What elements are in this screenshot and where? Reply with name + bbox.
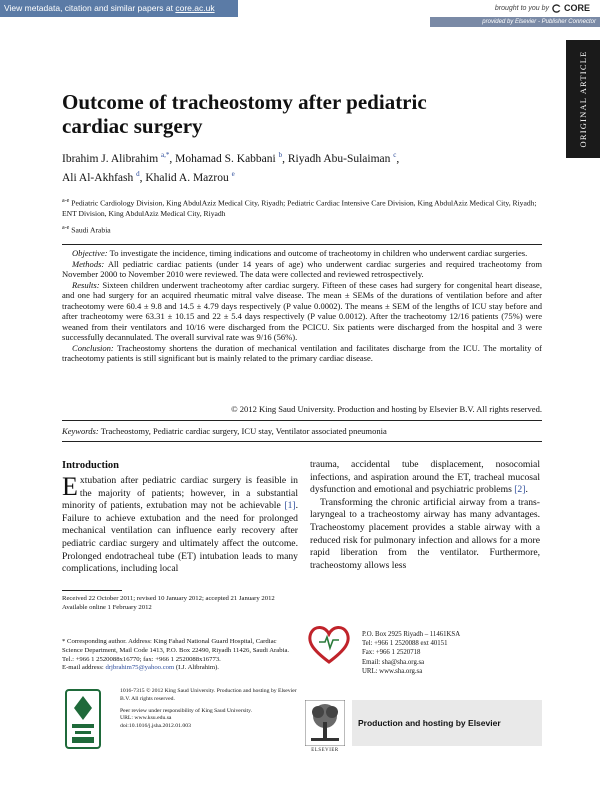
abstract-objective [62,248,542,259]
core-metadata-banner[interactable] [0,0,238,17]
available-online: Available online 1 February 2012 [62,603,152,611]
received-dates: Received 22 October 2011; revised 10 January 2012; accepted 21 January 2012 [62,595,275,602]
elsevier-tree-logo [305,700,345,746]
author-separator: , [139,171,146,184]
drop-cap: E [62,472,78,501]
core-logo-icon [552,4,561,13]
publication-info [120,688,300,731]
footnote-rule [62,590,122,591]
abstract-results [62,280,542,343]
keywords-top-rule [62,420,542,421]
society-contact [362,630,542,676]
affiliation-marker: a-e [62,198,70,204]
keywords-label: Keywords: [62,426,99,436]
ksu-url[interactable]: URL: www.ksu.edu.sa [120,715,172,722]
affiliation-text: Saudi Arabia [71,225,111,235]
abstract-text: Tracheostomy shortens the duration of mechanical ventilation and facilitates discharge from the ICU. The mortality of tracheotomy patients is still significant but is mainly related to the primary cardiac disease. [62,342,542,363]
abstract-top-rule [62,244,542,245]
production-text: Production and hosting by Elsevier [358,718,501,728]
affiliation-text: Pediatric Cardiology Division, King AbdulAziz Medical City, Riyadh; Pediatric Cardiac Intensive Care Division, King AbdulAziz Medical City, Riyadh; ENT Division, King AbdulAziz Medical City, Riyadh [62,198,537,219]
abstract-label: Results: [72,279,100,290]
author-name: Khalid A. Mazrou [145,171,229,184]
abstract-text: All pediatric cardiac patients (under 14 years of age) who underwent cardiac surgeries and required tracheotomy from November 2000 to November 2010 were reviewed. The data were collected and reviewed retrospectively. [62,258,542,279]
intro-paragraph [310,459,540,497]
abstract-label: Methods: [72,258,105,269]
author-name: Mohamad S. Kabbani [175,152,276,165]
doi-link[interactable]: doi:10.1016/j.jsha.2012.01.003 [120,723,191,730]
intro-paragraph [310,497,540,573]
society-url[interactable]: URL: www.sha.org.sa [362,667,423,675]
corresponding-author-note [62,638,297,673]
abstract [62,248,542,364]
article-type-label: ORIGINAL ARTICLE [578,50,588,148]
email-label: E-mail address: [62,664,104,672]
paragraph-text: . [525,484,528,496]
citation-link[interactable]: [2] [514,484,526,496]
provided-by-bar[interactable]: provided by Elsevier - Publisher Connector [430,17,600,27]
section-heading-introduction: Introduction [62,460,119,471]
paragraph-text: trauma, accidental tube displacement, nosocomial infections, and aspiration around the ET, tracheal mucosal dysfunction and emotional and psychiatric problems [310,459,540,496]
society-fax: Fax: +966 1 2520718 [362,649,421,657]
keywords [62,426,542,436]
brought-by-text: brought to you by [494,4,549,12]
king-saud-university-logo [62,688,104,750]
banner-text: View metadata, citation and similar papers at [4,3,173,13]
intro-paragraph [62,472,298,576]
citation-link[interactable]: [1] [284,500,296,512]
society-email[interactable]: Email: sha@sha.org.sa [362,658,425,666]
body-column-left [62,472,298,576]
keywords-bottom-rule [62,441,542,442]
core-link[interactable]: core.ac.uk [175,3,215,13]
article-type-tab [566,40,600,158]
paper-title: Outcome of tracheostomy after pediatric cardiac surgery [62,90,427,138]
abstract-methods [62,259,542,280]
author-name: Ali Al-Akhfash [62,171,134,184]
author-name: Riyadh Abu-Sulaiman [287,152,391,165]
copyright-line: © 2012 King Saud University. Production and hosting by Elsevier B.V. All rights reserved. [231,404,542,414]
article-history [62,595,297,613]
author-affiliation-link[interactable]: b [278,151,283,159]
abstract-conclusion [62,343,542,364]
affiliation-country [62,225,111,235]
saudi-heart-association-logo [305,620,353,668]
affiliations [62,196,542,220]
author-affiliation-link[interactable]: a,* [161,151,170,159]
core-logo-text[interactable]: CORE [563,3,590,13]
affiliation-marker: a-e [62,225,70,231]
corresponding-author-text: * Corresponding author. Address: King Fahad National Guard Hospital, Cardiac Science Department, Mail Code 1413, P.O. Box 22490, Riyadh 11426, Saudi Arabia. Tel.: +966 1 2520088x16770; fax: +966 1 2520088x16773. [62,638,290,663]
paragraph-text: . Failure to achieve extubation and the need for prolonged mechanical ventilation can influence early recovery after pediatric cardiac surgery and ultimately affect the outcome. Prolonged endotracheal tube (ET) intubation leads to many complications, including local [62,500,298,575]
abstract-label: Objective: [72,248,108,258]
body-column-right [310,459,540,572]
author-affiliation-link[interactable]: c [393,151,397,159]
brought-by [495,3,590,13]
society-tel: Tel: +966 1 2520088 ext 40151 [362,640,448,648]
author-separator: , [282,152,288,165]
email-suffix: (I.J. Alibrahim). [175,664,219,672]
paragraph-text: xtubation after pediatric cardiac surgery is feasible in the majority of patients; however, in a substantial minority of patients, extubation may not be achievable [62,475,298,512]
elsevier-wordmark: ELSEVIER [311,748,339,753]
author-affiliation-link[interactable]: d [136,169,140,178]
keywords-text: Tracheostomy, Pediatric cardiac surgery, ICU stay, Ventilator associated pneumonia [100,426,387,436]
author-affiliation-link[interactable]: e [231,169,235,178]
author-email-link[interactable]: drjbrahim75@yahoo.com [105,664,175,672]
peer-review-note: Peer review under responsibility of King Saud University. [120,707,252,714]
author-name: Ibrahim J. Alibrahim [62,152,159,165]
author-separator: , [169,152,176,165]
author-list [62,148,532,186]
society-pobox: P.O. Box 2925 Riyadh – 11461KSA [362,631,461,638]
abstract-text: Sixteen children underwent tracheotomy after cardiac surgery. Fifteen of these cases had surgery for congenital heart disease, and one had surgery for an acquired rheumatic mitral valve disease. The mean ± SEMs of the durations of ventilation before and after tracheotomy were 60.4 ± 9.8 and 14.5 ± 4.79 days respectively (P value 0.0002). The means ± SEM of the lengths of ICU stay before and after tracheotomy were 63.31 ± 10.15 and 22 ± 5.4 days respectively (P value 0.0012). After the tracheotomy 12/16 patients (75%) were weaned from their ventilators and 10/16 were discharged from the PCICU. Six patients were discharged from the hospital and 3 were successfully decannulated. The overall survival rate was 9/16 (56%). [62,279,542,342]
paragraph-text: Transforming the chronic artificial airway from a trans-laryngeal to a tracheostomy airway has many advantages. Tracheostomy placement provides a stable airway with a reduced risk for pulmonary infection and allows for a more rapid liberation from the ventilator. Furthermore, tracheostomy allows less [310,496,540,571]
abstract-text: To investigate the incidence, timing indications and outcome of tracheotomy in children who underwent cardiac surgeries. [109,248,528,258]
abstract-label: Conclusion: [72,342,114,353]
author-separator: , [396,152,400,165]
issn-line: 1016-7315 © 2012 King Saud University. Production and hosting by Elsevier B.V. All rights reserved. [120,688,297,702]
